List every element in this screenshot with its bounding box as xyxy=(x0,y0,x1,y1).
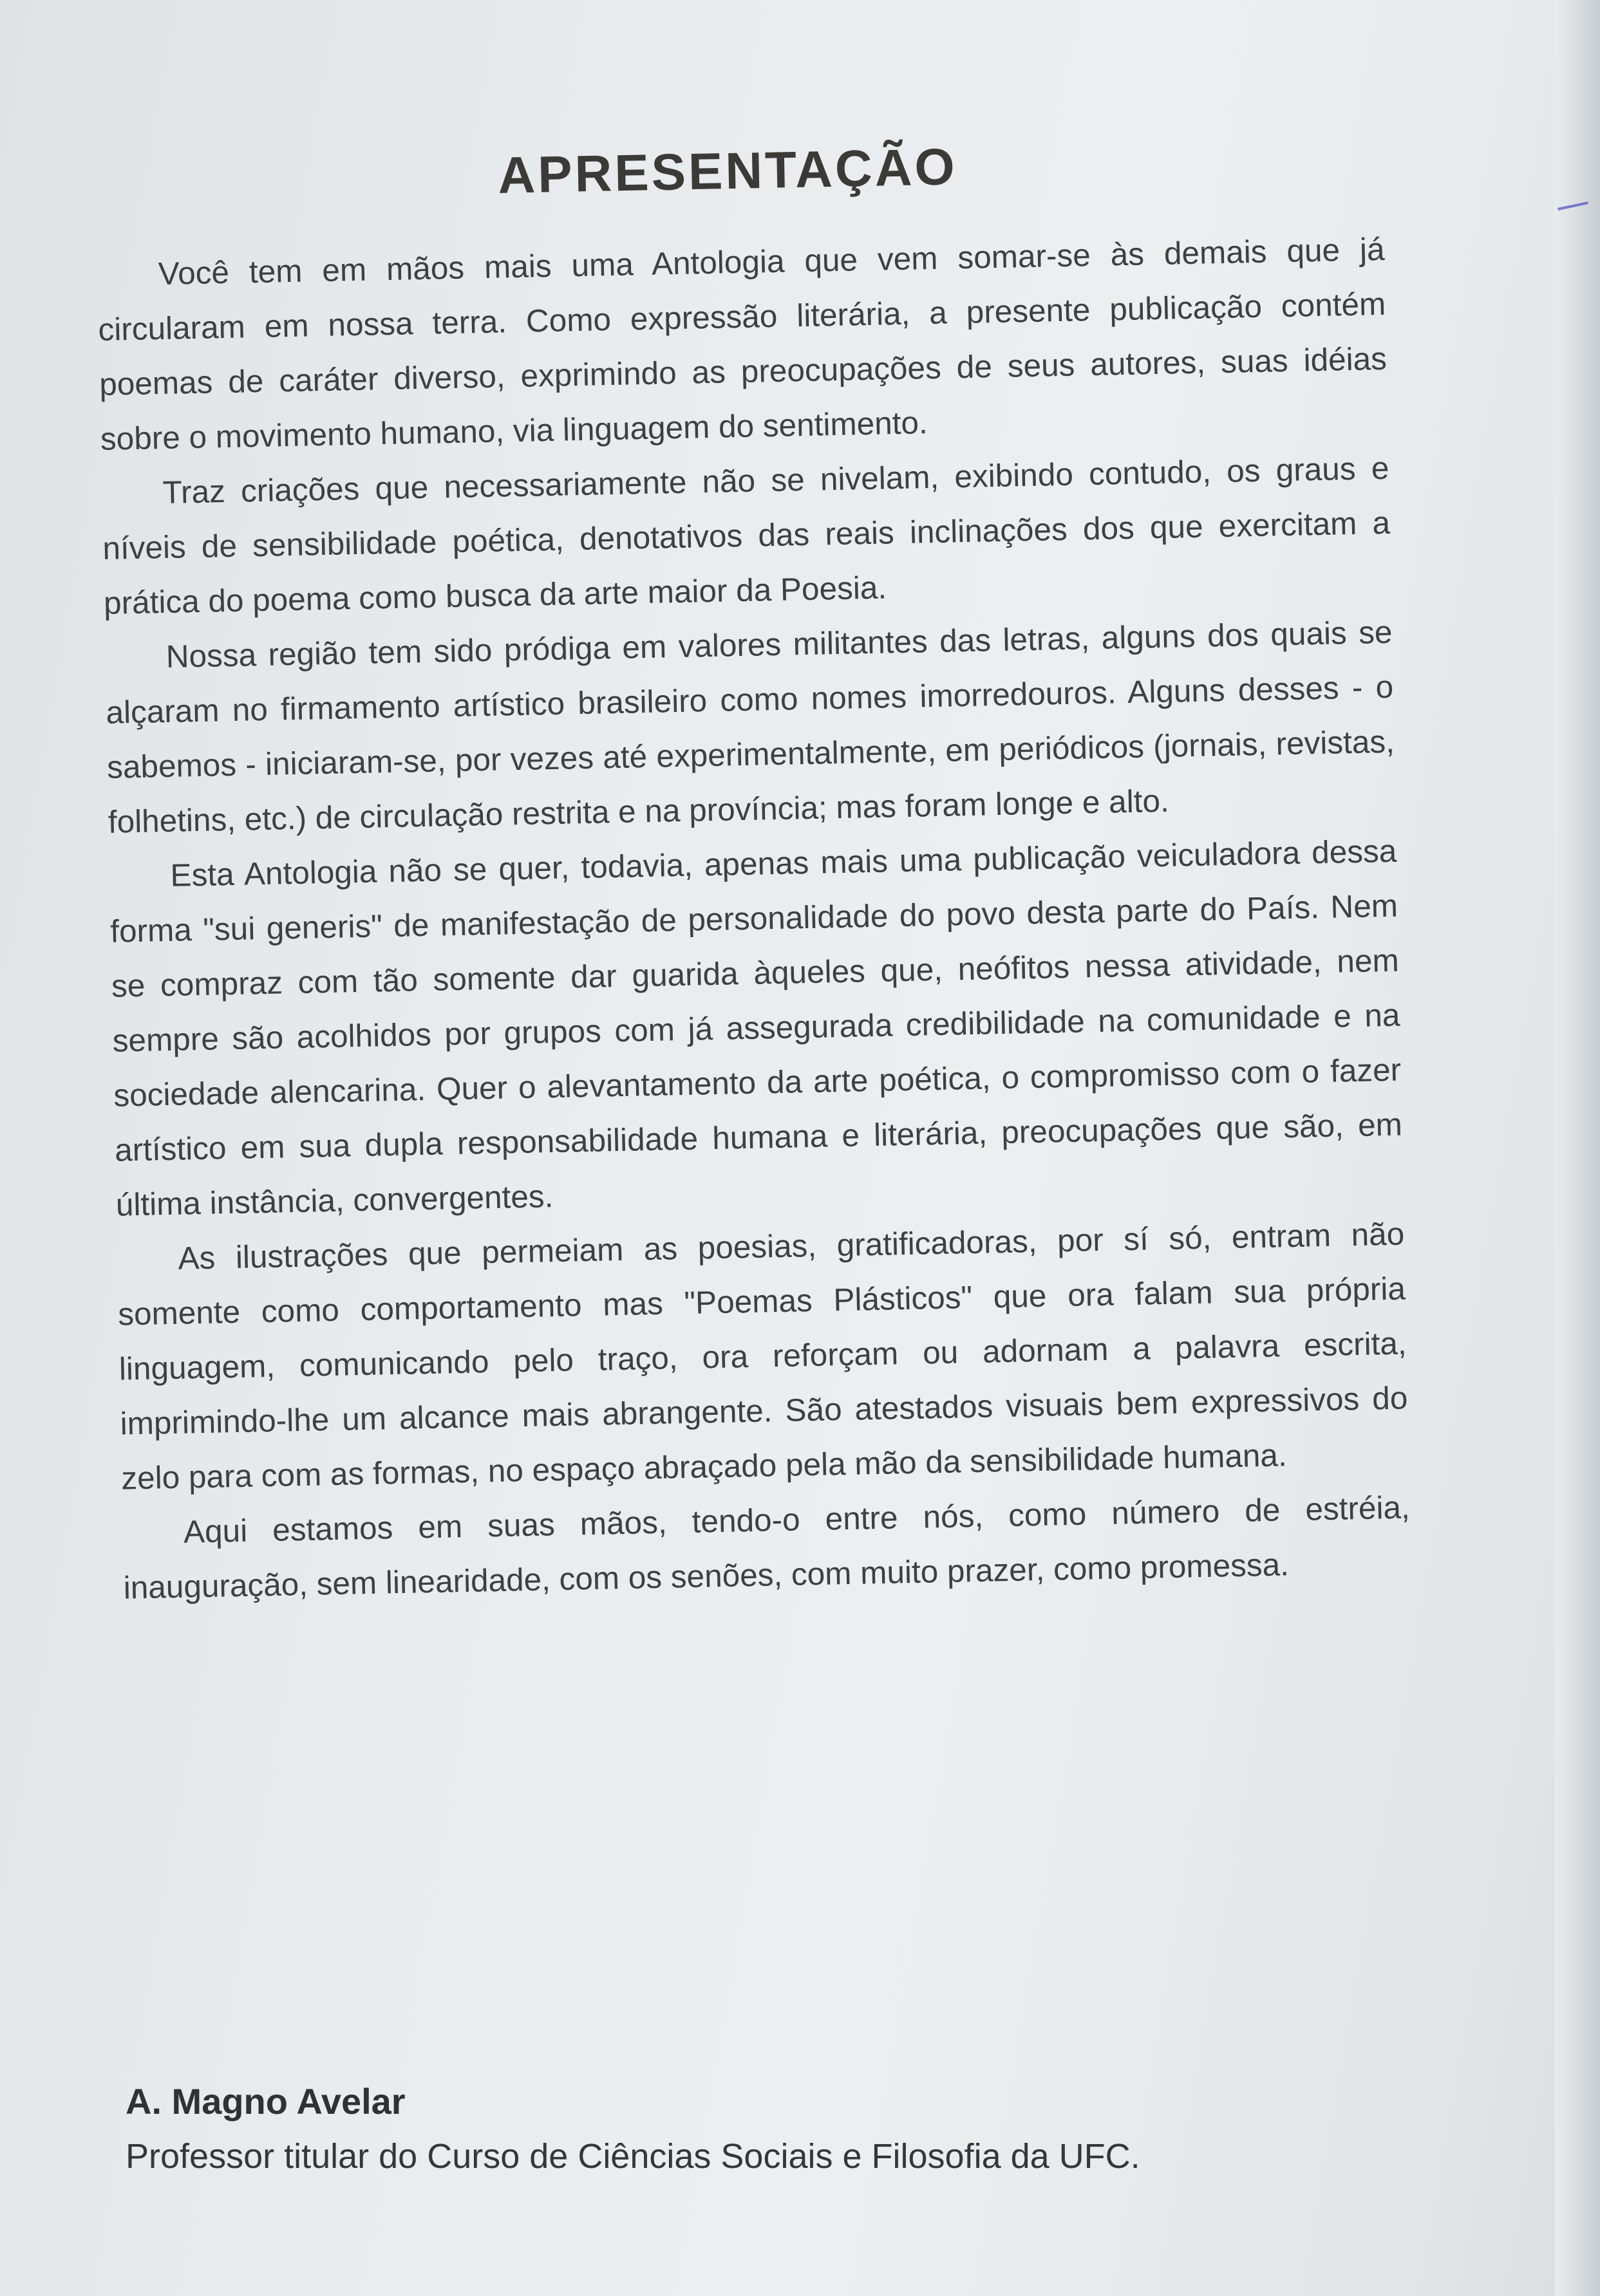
author-role: Professor titular do Curso de Ciências Sociais e Filosofia da UFC. xyxy=(126,2137,1140,2176)
signature-block xyxy=(126,2076,1478,2185)
paragraph-5: As ilustrações que permeiam as poesias, gratificadoras, por sí só, entram não somente como comportamento mas "Poemas Plásticos" que ora falam sua própria linguagem, comunicando pelo traço, ora reforçam ou adornam a palavra escrita, imprimindo-lhe um alcance mais abrangente. São atestados visuais bem expressivos do zelo para com as formas, no espaço abraçado pela mão da sensibilidade humana. xyxy=(117,1216,1408,1497)
author-name: A. Magno Avelar xyxy=(126,2081,406,2122)
paragraph-6: Aqui estamos em suas mãos, tendo-o entre nós, como número de estréia, inauguração, sem linearidade, com os senões, com muito prazer, como promessa. xyxy=(123,1489,1411,1606)
paragraph-3: Nossa região tem sido pródiga em valores militantes das letras, alguns dos quais se alçaram no firmamento artístico brasileiro como nomes imorredouros. Alguns desses - o sabemos - iniciaram-se, por vezes até experimentalmente, em periódicos (jornais, revistas, folhetins, etc.) de circulação restrita e na província; mas foram longe e alto. xyxy=(105,614,1395,840)
paragraph-1: Você tem em mãos mais uma Antologia que vem somar-se às demais que já circularam em nossa terra. Como expressão literária, a presente publicação contém poemas de caráter diverso, exprimindo as preocupações de seus autores, suas idéias sobre o movimento humano, via linguagem do sentimento. xyxy=(98,231,1388,457)
page-edge xyxy=(1555,0,1600,2296)
document-body xyxy=(97,222,1411,1616)
paragraph-4: Esta Antologia não se quer, todavia, apenas mais uma publicação veiculadora dessa forma "sui generis" de manifestação de personalidade do povo desta parte do País. Nem se compraz com tão somente dar guarida àqueles que, neófitos nessa atividade, nem sempre são acolhidos por grupos com já assegurada credibilidade na comunidade e na sociedade alencarina. Quer o alevantamento da arte poética, o compromisso com o fazer artístico em sua dupla responsabilidade humana e literária, preocupações que são, em última instância, convergentes. xyxy=(109,833,1403,1223)
paragraph-2: Traz criações que necessariamente não se nivelam, exibindo contudo, os graus e níveis de sensibilidade poética, denotativos das reais inclinações dos que exercitam a prática do poema como busca da arte maior da Poesia. xyxy=(102,450,1391,621)
document-title: APRESENTAÇÃO xyxy=(497,138,958,204)
